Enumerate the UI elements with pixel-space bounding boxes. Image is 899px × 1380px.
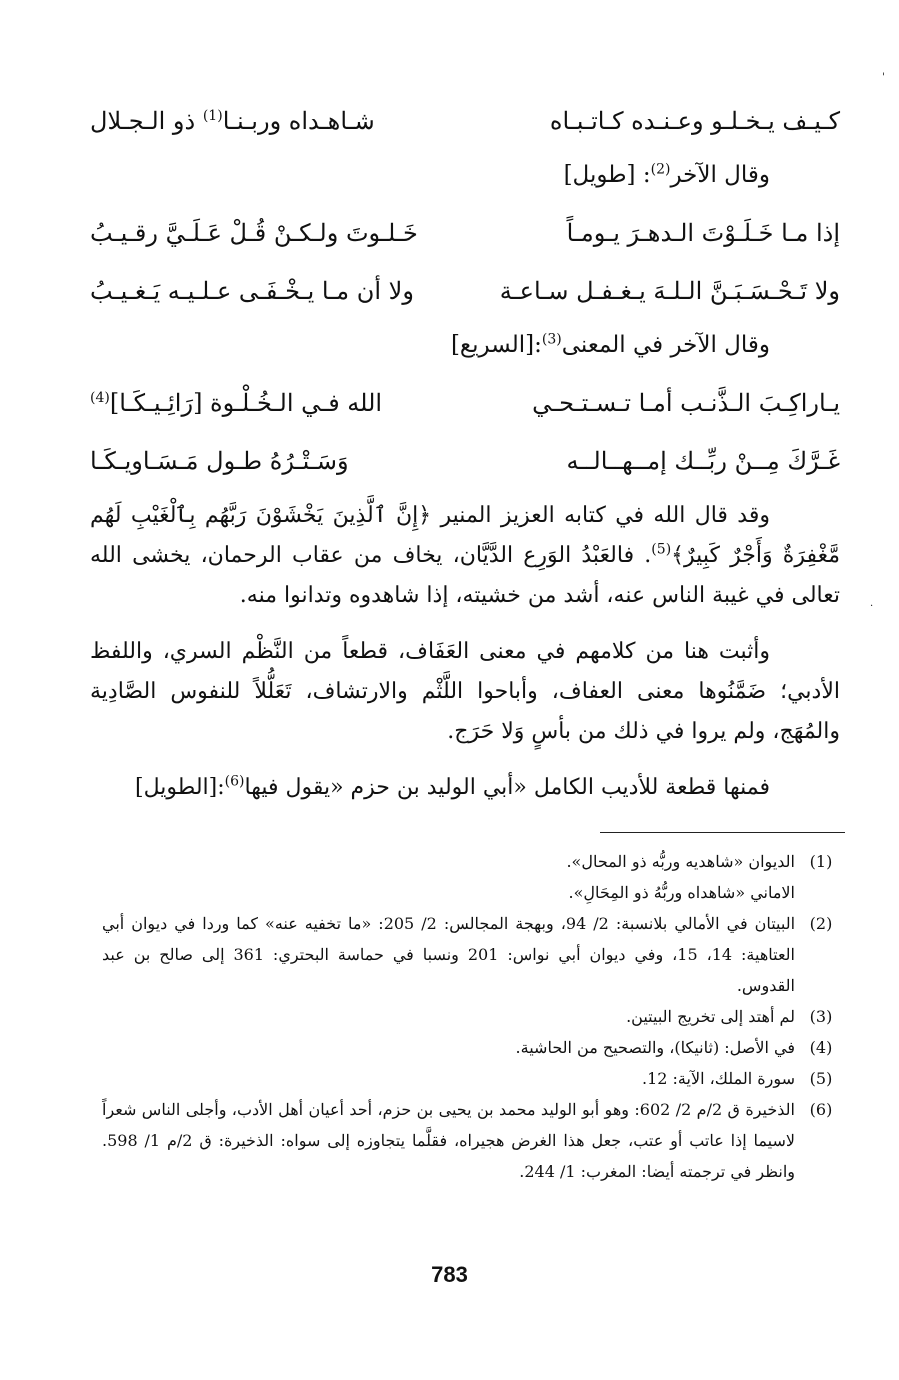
footnote-5 (102, 1063, 847, 1094)
verse-5-second-hemistich: وَسَـتْـرُهُ طـول مَـسَـاويـكَـا (90, 447, 349, 475)
footnote-ref-4[interactable]: (4) (90, 390, 110, 406)
footnote-ref-6[interactable]: (6) (224, 773, 245, 790)
paragraph-1 (90, 496, 840, 616)
footnote-6 (102, 1094, 847, 1187)
page-number: 783 (431, 1262, 468, 1287)
footnote-1 (102, 846, 847, 908)
main-text (90, 92, 840, 814)
verse-2-second-hemistich: خَـلـوتَ ولـكـنْ قُـلْ عَـلَـيَّ رقـيـبُ (90, 219, 418, 247)
footnotes (102, 846, 847, 1187)
verse-4-first-hemistich: يـاراكِـبَ الـذَّنـب أمـا تـسـتـحـي (532, 389, 840, 417)
intro-text: وقال الآخر في المعنى (561, 332, 770, 358)
paragraph-2: وأثبت هنا من كلامهم في معنى العَفَاف، قطعاً من النَّظْم السري، واللفظ الأدبي؛ ضَمَّنُوها معنى العفاف، وأباحوا اللَّثْم والارتشاف، تَعَلُّلاً للنفوس الصَّادِية والمُهَج، ولم يروا في ذلك من بأسٍ وَلا حَرَج. (90, 639, 840, 744)
meter-label: :[الطويل] (135, 775, 225, 800)
verse-1-first-hemistich: كـيـف يـخـلـو وعـنـده كـاتـبـاه (549, 107, 840, 135)
meter-label: : [طويل] (563, 162, 651, 188)
footnote-number: (5) (809, 1069, 833, 1088)
footnote-line: الديوان «شاهديه وربُّه ذو المحال». (566, 852, 795, 871)
hemistich-tail: ذو الـجـلال (90, 107, 203, 135)
footnote-ref-5[interactable]: (5) (651, 541, 672, 558)
footnote-line: الاماني «شاهداه وربُّهُ ذو المِحَالِ». (568, 883, 795, 902)
paragraph-text: فمنها قطعة للأديب الكامل «أبي الوليد بن حزم «يقول فيها (244, 775, 770, 800)
verse-5-first-hemistich: غَـرَّكَ مِــنْ ربِّــك إمــهــالــه (566, 447, 840, 475)
footnote-4 (102, 1032, 847, 1063)
verse-1 (90, 92, 840, 150)
hemistich-text: شـاهـداه وربـنـا (222, 107, 375, 135)
footnote-body: سورة الملك، الآية: 12. (642, 1069, 795, 1088)
paragraph-text: وقد قال الله في كتابه العزيز المنير ﴿إِنَّ ٱلَّذِينَ يَخْشَوْنَ رَبَّهُم بِٱلْغَيْبِ لَهُم مَّغْفِرَةٌ وَأَجْرٌ كَبِيرٌ﴾ (90, 503, 840, 568)
hemistich-text: الله فـي الـخُـلْـوة [رَائِـيـكَـا] (109, 389, 383, 417)
footnote-number: (2) (809, 914, 833, 933)
footnote-2 (102, 908, 847, 1001)
footnote-number: (4) (809, 1038, 833, 1057)
intro-text: وقال الآخر (670, 162, 770, 188)
footnote-number: (6) (809, 1100, 833, 1119)
stray-mark: ' (882, 72, 885, 83)
paragraph-text: . فالعَبْدُ الوَرِع الدَّيَّان، يخاف من عقاب الرحمان، يخشى الله تعالى في غيبة الناس عنه، أشد من خشيته، إذا شاهدوه وتدانوا منه. (90, 543, 840, 608)
footnote-body: في الأصل: (ثانيكا)، والتصحيح من الحاشية. (515, 1038, 795, 1057)
footnote-ref-2[interactable]: (2) (650, 161, 671, 178)
verse-2-first-hemistich: إذا مـا خَـلَـوْتَ الـدهـرَ يـومـاً (566, 219, 840, 247)
meter-label: :[السريع] (450, 332, 542, 358)
footnote-body: لم أهتد إلى تخريج البيتين. (626, 1007, 795, 1026)
verse-5 (90, 432, 840, 490)
footnote-number: (3) (809, 1007, 833, 1026)
verse-3-first-hemistich: ولا تَـحْـسَـبَـنَّ الـلـهَ يـغـفـل سـاعـة (499, 277, 840, 305)
footnote-body (102, 846, 795, 908)
footnote-ref-1[interactable]: (1) (202, 108, 223, 124)
verse-4 (90, 374, 840, 432)
footnote-ref-3[interactable]: (3) (541, 331, 562, 348)
verse-3-second-hemistich: ولا أن مـا يـخْـفَـى عـلـيـه يَـغـيـبُ (90, 277, 414, 305)
verse-intro-2 (90, 150, 840, 204)
paragraph-3 (90, 768, 840, 808)
verse-3 (90, 262, 840, 320)
footnote-body: البيتان في الأمالي بلانسبة: 2/ 94، وبهجة المجالس: 2/ 205: «ما تخفيه عنه» كما وردا في ديوان أبي العتاهية: 14، 15، وفي ديوان أبي نواس: 201 ونسبا في حماسة البحتري: 361 إلى صالح بن عبد القدوس. (102, 914, 796, 995)
footnote-number: (1) (809, 852, 833, 871)
verse-1-second-hemistich (90, 92, 375, 150)
footnote-separator (600, 832, 845, 833)
verse-2 (90, 204, 840, 262)
footnote-body: الذخيرة ق 2/م 2/ 602: وهو أبو الوليد محمد بن يحيى بن حزم، أحد أعيان أهل الأدب، وأجلى الناس شعراً لاسيما إذا عاتب أو عتب، جعل هذا الغرض هجيراه، فقلَّما يتجاوزه إلى سواه: الذخيرة: ق 2/م 1/ 598. وانظر في ترجمته أيضا: المغرب: 1/ 244. (102, 1100, 796, 1181)
footnote-3 (102, 1001, 847, 1032)
verse-4-second-hemistich (90, 374, 382, 432)
stray-mark: . (870, 598, 874, 609)
verse-intro-3 (90, 320, 840, 374)
